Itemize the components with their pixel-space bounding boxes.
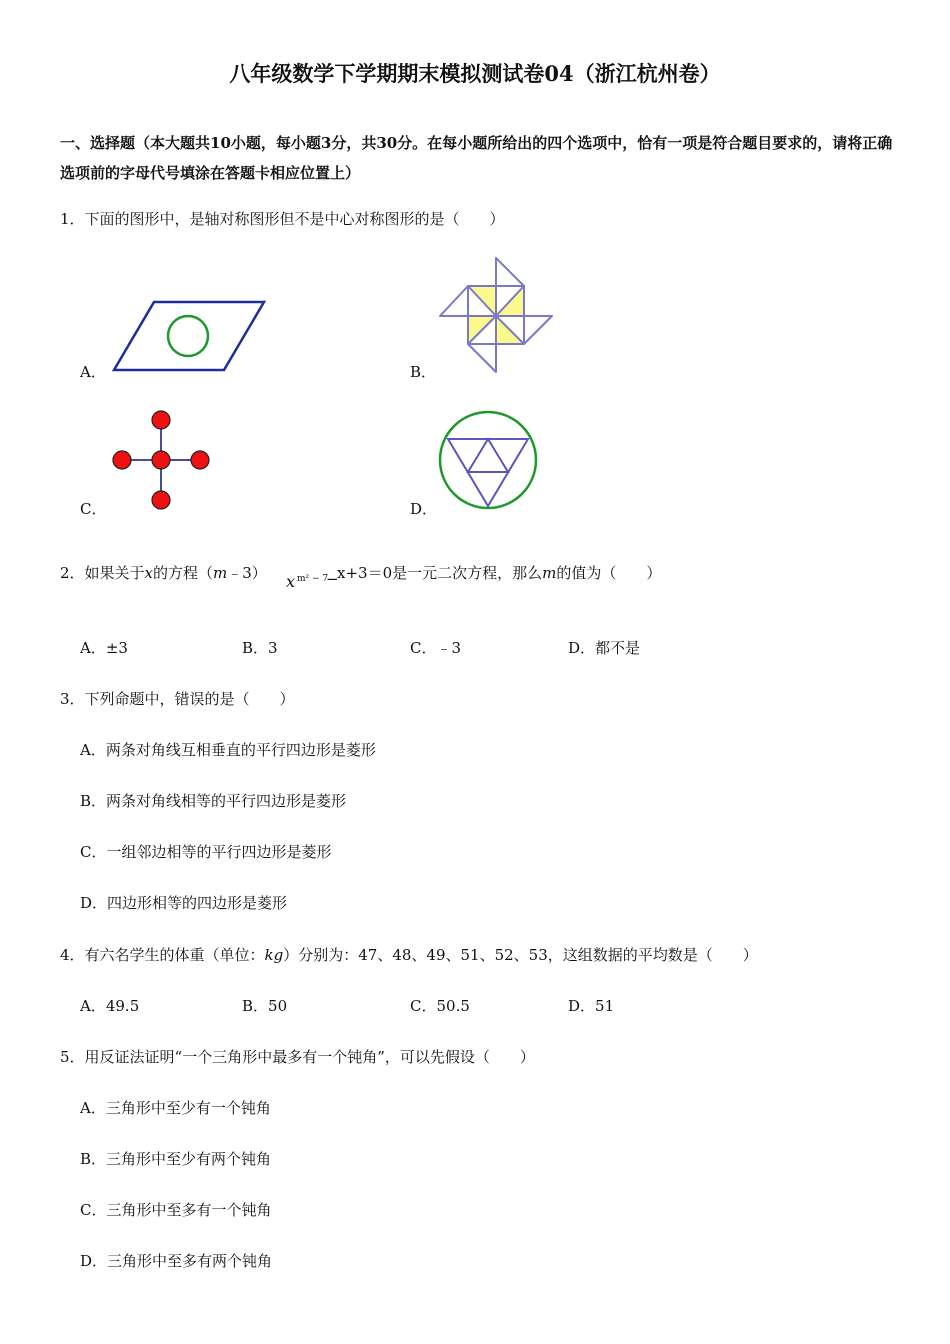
figure-a-parallelogram: [108, 296, 270, 376]
question-2-stem: 2．如果关于x的方程（m﹣3）: [60, 564, 267, 582]
figure-b-pinwheel: [438, 256, 556, 374]
q5-option-d: D．三角形中至多有两个钝角: [80, 1252, 273, 1270]
q2-power-exponent: m² − 7: [297, 574, 329, 584]
q5-option-c: C．三角形中至多有一个钝角: [80, 1201, 272, 1219]
q5-option-b: B．三角形中至少有两个钝角: [80, 1150, 272, 1168]
q2-power-base: x: [286, 572, 296, 591]
q1-option-c-label: C．: [80, 500, 107, 518]
question-1-stem: 1．下面的图形中，是轴对称图形但不是中心对称图形的是（ ）: [60, 210, 505, 228]
q4-option-b: B．50: [242, 997, 288, 1015]
figure-c-dots-cross: [108, 406, 216, 514]
q4-option-d: D．51: [568, 997, 615, 1015]
question-2-stem-rest: x+3＝0是一元二次方程，那么m的值为（ ）: [337, 564, 662, 582]
q1-option-d-label: D．: [410, 500, 438, 518]
q3-option-b: B．两条对角线相等的平行四边形是菱形: [80, 792, 347, 810]
q4-option-c: C．50.5: [410, 997, 470, 1015]
q2-option-d: D．都不是: [568, 639, 641, 657]
q2-option-a: A．±3: [80, 639, 128, 657]
question-4-stem: 4．有六名学生的体重（单位：kg）分别为：47、48、49、51、52、53，这组数据的平均数是（ ）: [60, 946, 758, 964]
q3-option-a: A．两条对角线互相垂直的平行四边形是菱形: [80, 741, 376, 759]
q2-option-c: C．﹣3: [410, 639, 462, 657]
q3-option-c: C．一组邻边相等的平行四边形是菱形: [80, 843, 332, 861]
page-title: 八年级数学下学期期末模拟测试卷04（浙江杭州卷）: [229, 61, 721, 86]
q3-option-d: D．四边形相等的四边形是菱形: [80, 894, 288, 912]
q2-dash: −: [326, 570, 339, 588]
inner-circle-shape: [168, 316, 208, 356]
q2-option-b: B．3: [242, 639, 278, 657]
q4-option-a: A．49.5: [80, 997, 140, 1015]
q1-option-a-label: A．: [80, 363, 106, 381]
section-heading: 一、选择题（本大题共10小题，每小题3分，共30分。在每小题所给出的四个选项中，恰有一项是符合题目要求的，请将正确选项前的字母代号填涂在答题卡相应位置上）: [60, 134, 893, 182]
question-5-stem: 5．用反证法证明“一个三角形中最多有一个钝角”，可以先假设（ ）: [60, 1048, 535, 1066]
question-3-stem: 3．下列命题中，错误的是（ ）: [60, 690, 295, 708]
parallelogram-shape: [114, 302, 264, 370]
q5-option-a: A．三角形中至少有一个钝角: [80, 1099, 271, 1117]
q1-option-b-label: B．: [410, 363, 437, 381]
figure-d-circle-triangles: [436, 408, 540, 512]
